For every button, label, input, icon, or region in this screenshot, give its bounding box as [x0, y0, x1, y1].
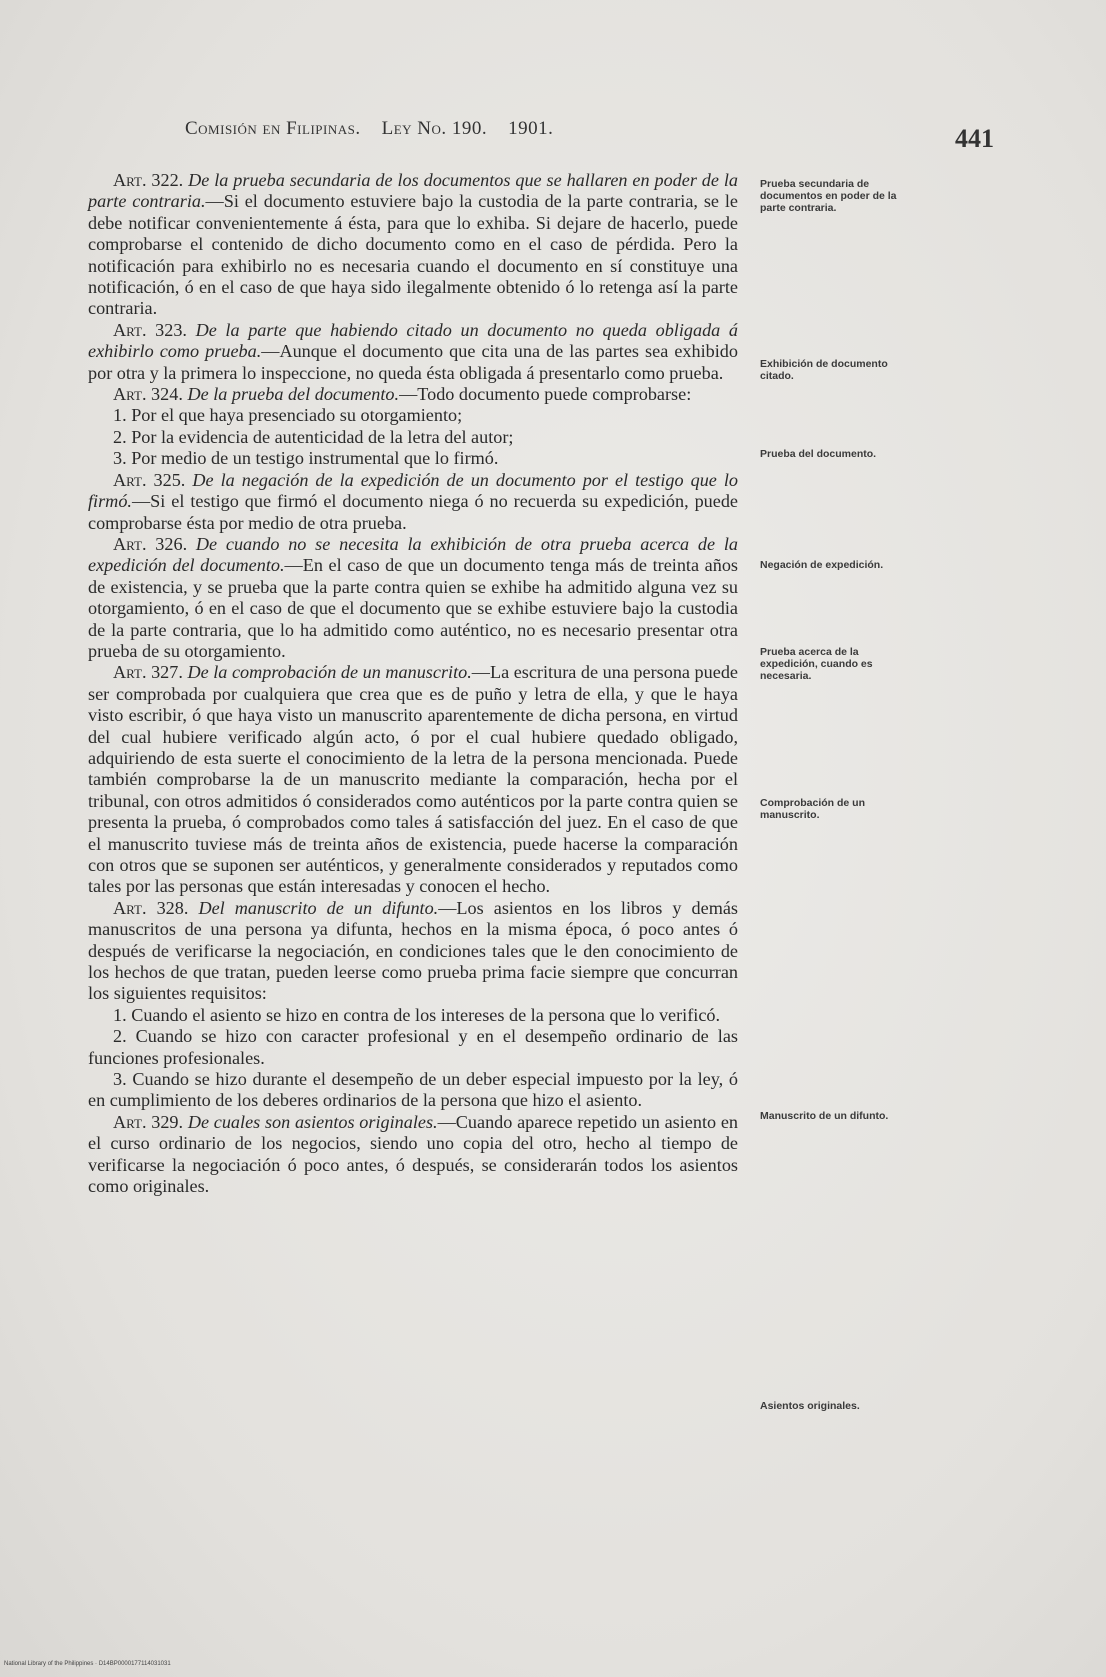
margin-note: Negación de expedición.: [760, 559, 884, 571]
article-329: [88, 1112, 738, 1198]
margin-note: Prueba del documento.: [760, 448, 877, 460]
margin-note: Asientos originales.: [760, 1400, 860, 1412]
margin-note: Comprobación de un manuscrito.: [760, 797, 865, 821]
header-year: 1901.: [508, 118, 554, 139]
list-item: 2. Por la evidencia de autenticidad de la letra del autor;: [113, 426, 514, 447]
article-323: [88, 320, 738, 384]
article-text: —Si el testigo que firmó el documento niega ó no recuerda su expedición, puede comprobarse ésta por medio de otra prueba.: [88, 491, 738, 533]
article-text: —Todo documento puede comprobarse:: [399, 384, 692, 405]
article-title: De cuando no se necesita la exhibición de otra prueba acerca de la expedición del documento.: [88, 533, 738, 576]
article-title: De cuales son asientos originales.: [187, 1111, 438, 1132]
article-325: [88, 470, 738, 534]
list-item: 3. Cuando se hizo durante el desempeño de un deber especial impuesto por la ley, ó en cumplimiento de los deberes ordinarios de la persona que hizo el asiento.: [88, 1069, 738, 1111]
header-law: Ley No. 190.: [381, 118, 488, 139]
article-326: [88, 534, 738, 662]
article-body: [88, 170, 738, 1198]
article-327: [88, 662, 738, 897]
article-title: De la parte que habiendo citado un documento no queda obligada á exhibirlo como prueba.: [88, 319, 738, 362]
running-header: [185, 118, 705, 140]
scan-footer: National Library of the Philippines · D14BP0000177114031031: [4, 1661, 171, 1667]
article-title: De la comprobación de un manuscrito.: [187, 662, 472, 683]
article-number: Art. 328.: [113, 897, 189, 918]
list-item: 1. Por el que haya presenciado su otorgamiento;: [113, 405, 463, 426]
article-number: Art. 326.: [113, 533, 188, 554]
article-title: De la prueba del documento.: [187, 384, 400, 405]
article-number: Art. 323.: [113, 319, 187, 340]
article-322: [88, 170, 738, 320]
article-324: [88, 384, 738, 405]
article-text: —Los asientos en los libros y demás manuscritos de una persona ya difunta, hechos en la misma época, ó poco antes ó después de verificarse la negociación, en condiciones tales que le den conocimiento de los hechos de que tratan, pueden leerse como prueba prima facie siempre que concurran los siguientes requisitos:: [88, 897, 739, 1004]
article-number: Art. 325.: [113, 469, 186, 490]
margin-note: Manuscrito de un difunto.: [760, 1110, 889, 1122]
article-text: —Aunque el documento que cita una de las partes sea exhibido por otra y la primera lo inspeccione, no queda ésta obligada á presentarlo como prueba.: [88, 341, 738, 383]
article-title: Del manuscrito de un difunto.: [198, 897, 439, 918]
article-title: De la negación de la expedición de un documento por el testigo que lo firmó.: [88, 469, 739, 512]
article-328: [88, 898, 738, 1005]
article-number: Art. 327.: [113, 662, 183, 683]
article-text: —La escritura de una persona puede ser comprobada por cualquiera que crea que es de puño y letra de ella, y que le haya visto escribir, ó que haya visto un manuscrito aparentemente de dicha persona, en virtud del cual hubiere verificado algún acto, ó por el cual hubiere quedado obligado, adquiriendo de esta suerte el conocimiento de la letra de la persona mencionada. Puede también comprobarse la de un manuscrito mediante la comparación, hecha por el tribunal, con otros admitidos ó considerados como auténticos por la parte contra quien se presenta la prueba, ó comprobados como tales á satisfacción del juez. En el caso de que el manuscrito tuviese más de treinta años de existencia, puede hacerse la comparación con otros que se suponen ser auténticos, y generalmente considerados y reputados como tales por las personas que están interesadas y conocen el hecho.: [88, 662, 738, 897]
article-text: —Si el documento estuviere bajo la custodia de la parte contraria, se le debe notificar convenientemente á ésta, para que lo exhiba. Si dejare de hacerlo, puede comprobarse el contenido de dicho documento como en el caso de pérdida. Pero la notificación para exhibirlo no es necesaria cuando el documento en sí constituye una notificación, ó en el caso de que haya sido ilegalmente obtenido ó lo retenga así la parte contraria.: [88, 191, 738, 319]
margin-note: Prueba secundaria de documentos en poder de la parte contraria.: [760, 178, 897, 214]
list-item: 2. Cuando se hizo con caracter profesional y en el desempeño ordinario de las funciones profesionales.: [88, 1026, 738, 1068]
article-title: De la prueba secundaria de los documentos que se hallaren en poder de la parte contraria.: [88, 170, 739, 212]
article-number: Art. 322.: [113, 170, 184, 190]
list-item: 1. Cuando el asiento se hizo en contra de los intereses de la persona que lo verificó.: [113, 1004, 721, 1025]
margin-note: Prueba acerca de la expedición, cuando es necesaria.: [760, 646, 873, 682]
list-item: 3. Por medio de un testigo instrumental que lo firmó.: [113, 448, 499, 469]
article-number: Art. 329.: [113, 1111, 184, 1132]
article-number: Art. 324.: [113, 384, 183, 405]
article-text: —Cuando aparece repetido un asiento en el curso ordinario de los negocios, siendo uno copia del otro, hecho al tiempo de verificarse la negociación ó poco antes, ó después, se considerarán todos los asientos como originales.: [88, 1111, 738, 1197]
article-text: —En el caso de que un documento tenga más de treinta años de existencia, y se prueba que la parte contra quien se exhibe ha admitido alguna vez su otorgamiento, ó en el caso de que el documento que se exhibe estuviere bajo la custodia de la parte contraria, que lo ha admitido como auténtico, no es necesario presentar otra prueba de su otorgamiento.: [88, 555, 738, 661]
header-title: Comisión en Filipinas.: [185, 118, 361, 139]
page-number: 441: [955, 124, 994, 153]
margin-note: Exhibición de documento citado.: [760, 358, 888, 382]
